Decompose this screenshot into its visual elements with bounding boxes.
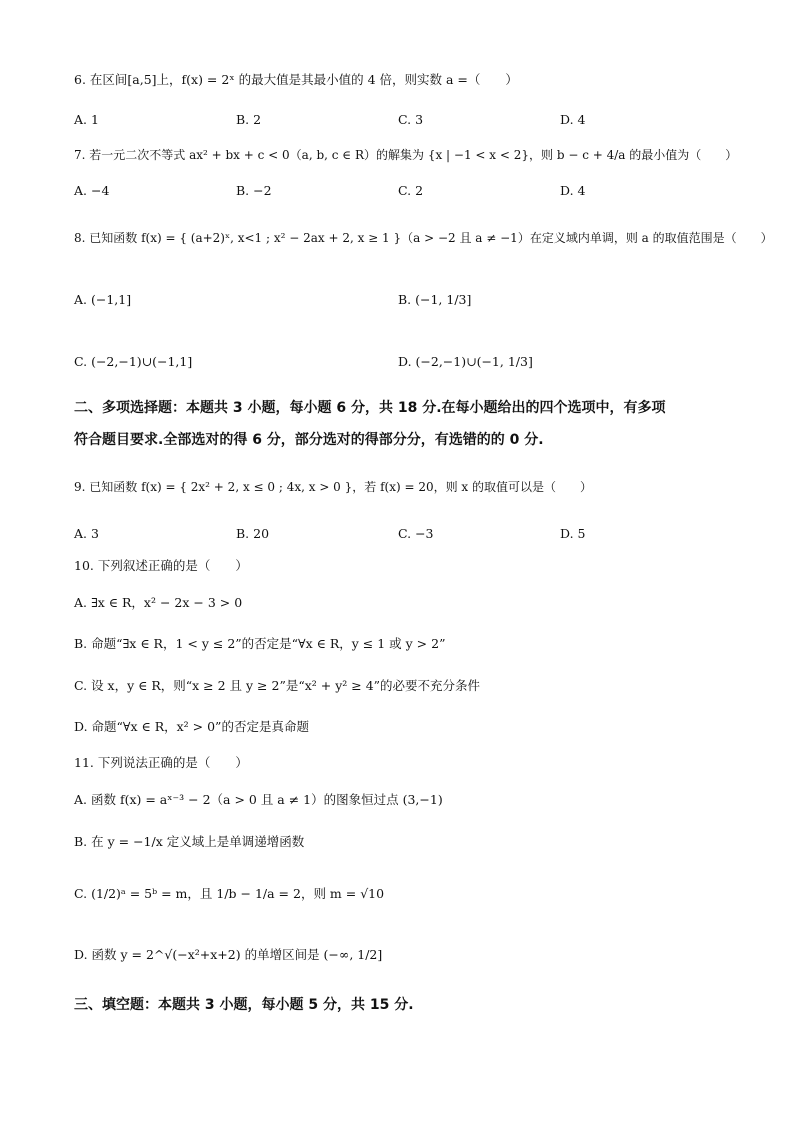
q8-option-d: D. (−2,−1)∪(−1, 1/3]	[398, 354, 533, 369]
question-10-stem: 10. 下列叙述正确的是（ ）	[74, 558, 248, 573]
q8-option-b: B. (−1, 1/3]	[398, 292, 472, 307]
q6-option-a: A. 1	[74, 112, 99, 127]
section-2-heading-line-1: 二、多项选择题：本题共 3 小题，每小题 6 分，共 18 分.在每小题给出的四个选项中，有多项	[74, 400, 666, 416]
q11-option-c: C. (1/2)ᵃ = 5ᵇ = m，且 1/b − 1/a = 2，则 m = √10	[74, 886, 385, 901]
q9-option-b: B. 20	[236, 526, 270, 541]
question-7-stem: 7. 若一元二次不等式 ax² + bx + c < 0（a, b, c ∈ R）的解集为 {x | −1 < x < 2}，则 b − c + 4/a 的最小值为（ ）	[74, 148, 738, 162]
q7-option-d: D. 4	[560, 183, 586, 198]
question-6-stem: 6. 在区间[a,5]上，f(x) = 2ˣ 的最大值是其最小值的 4 倍，则实数 a =（ ）	[74, 72, 518, 87]
q9-option-c: C. −3	[398, 526, 434, 541]
q9-option-a: A. 3	[74, 526, 99, 541]
q11-option-b: B. 在 y = −1/x 定义域上是单调递增函数	[74, 834, 305, 849]
q11-option-a: A. 函数 f(x) = aˣ⁻³ − 2（a > 0 且 a ≠ 1）的图象恒过点 (3,−1)	[74, 792, 443, 807]
section-3-heading: 三、填空题：本题共 3 小题，每小题 5 分，共 15 分.	[74, 997, 414, 1013]
q10-option-d: D. 命题“∀x ∈ R，x² > 0”的否定是真命题	[74, 719, 309, 734]
q8-option-a: A. (−1,1]	[74, 292, 132, 307]
q6-option-b: B. 2	[236, 112, 262, 127]
q10-option-c: C. 设 x，y ∈ R，则“x ≥ 2 且 y ≥ 2”是“x² + y² ≥ 4”的必要不充分条件	[74, 678, 481, 693]
q9-option-d: D. 5	[560, 526, 586, 541]
question-8-stem: 8. 已知函数 f(x) = { (a+2)ˣ, x<1 ; x² − 2ax + 2, x ≥ 1 }（a > −2 且 a ≠ −1）在定义域内单调，则 a 的取值范围是（ ）	[74, 231, 773, 245]
question-9-stem: 9. 已知函数 f(x) = { 2x² + 2, x ≤ 0 ; 4x, x > 0 }，若 f(x) = 20，则 x 的取值可以是（ ）	[74, 480, 593, 494]
q7-option-b: B. −2	[236, 183, 272, 198]
q6-option-d: D. 4	[560, 112, 586, 127]
q8-option-c: C. (−2,−1)∪(−1,1]	[74, 354, 193, 369]
q6-option-c: C. 3	[398, 112, 424, 127]
q7-option-a: A. −4	[74, 183, 110, 198]
q7-option-c: C. 2	[398, 183, 424, 198]
q10-option-b: B. 命题“∃x ∈ R，1 < y ≤ 2”的否定是“∀x ∈ R，y ≤ 1 或 y > 2”	[74, 636, 446, 651]
q11-option-d: D. 函数 y = 2^√(−x²+x+2) 的单增区间是 (−∞, 1/2]	[74, 947, 383, 962]
section-2-heading-line-2: 符合题目要求.全部选对的得 6 分，部分选对的得部分分，有选错的的 0 分.	[74, 432, 544, 448]
question-11-stem: 11. 下列说法正确的是（ ）	[74, 755, 248, 770]
q10-option-a: A. ∃x ∈ R，x² − 2x − 3 > 0	[74, 595, 243, 610]
